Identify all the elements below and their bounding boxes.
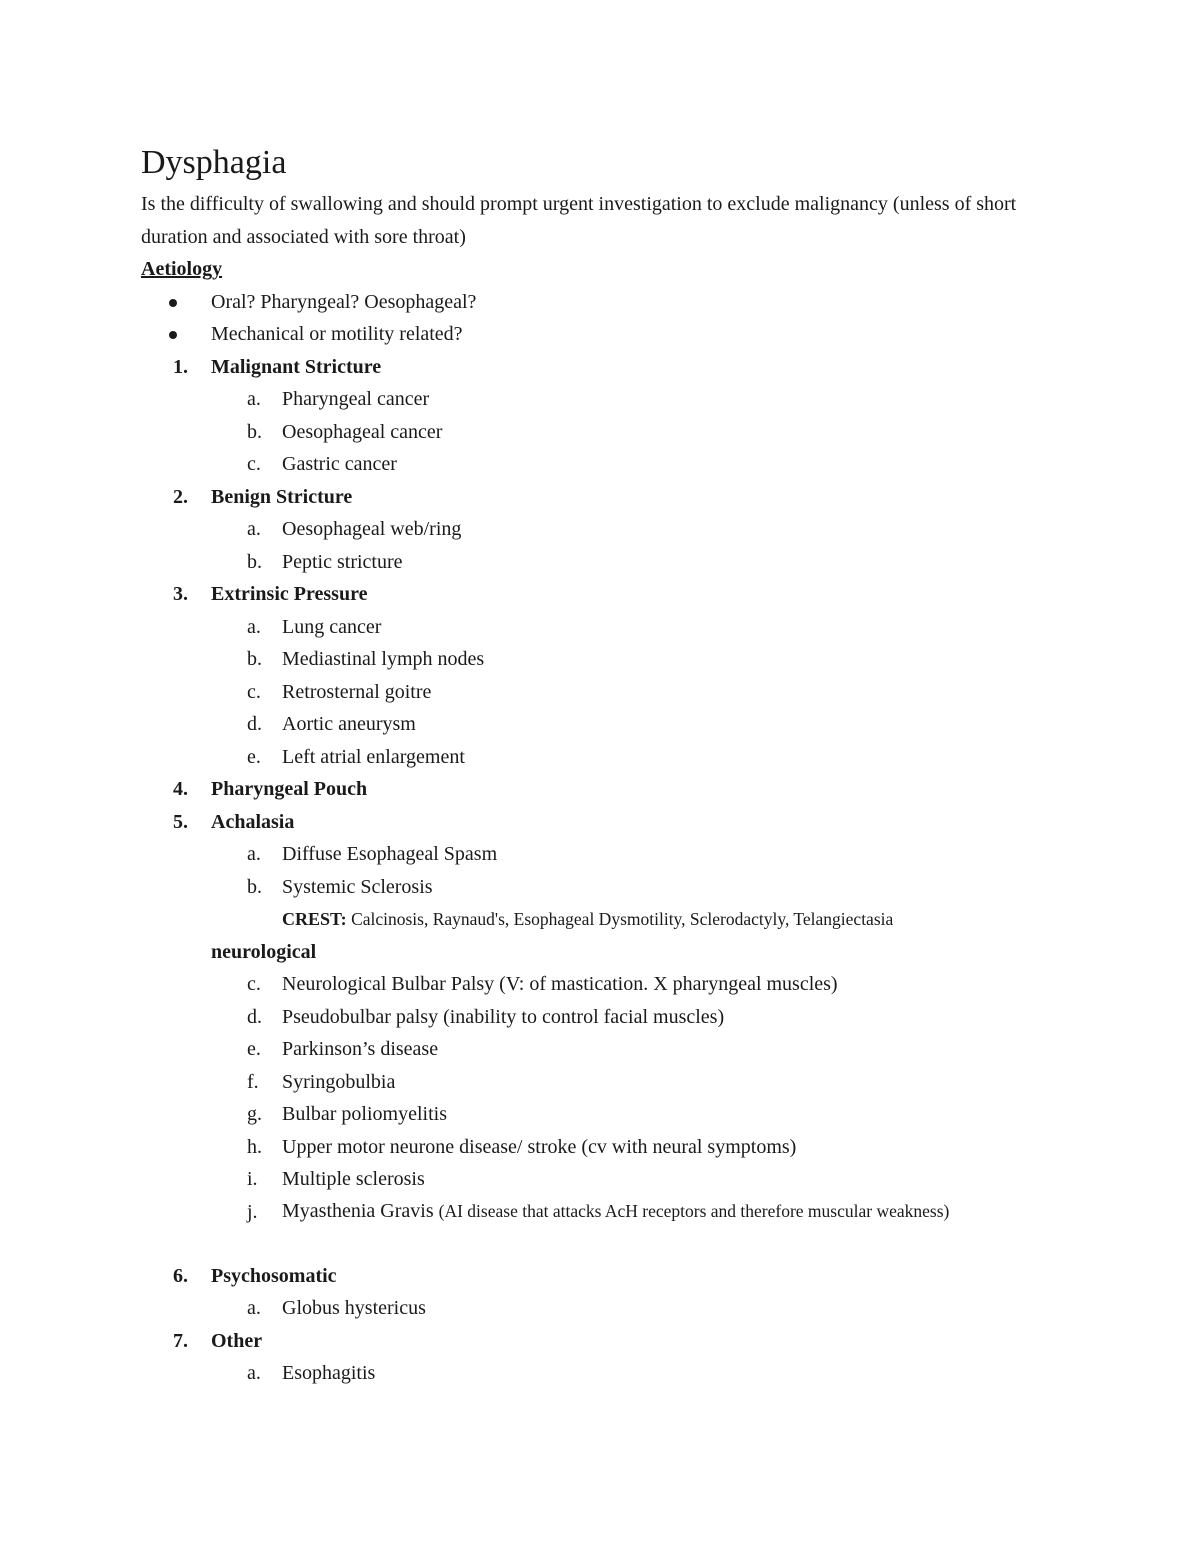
section-psychosomatic [141, 1260, 1081, 1293]
section-title: Pharyngeal Pouch [211, 778, 368, 800]
list-item [141, 546, 1081, 579]
section-number: 2. [173, 485, 188, 508]
list-item [141, 676, 1081, 709]
list-item [141, 448, 1081, 481]
item-text: Retrosternal goitre [282, 680, 432, 703]
item-marker: a. [247, 843, 261, 865]
item-text: Diffuse Esophageal Spasm [282, 843, 498, 865]
section-other [141, 1325, 1081, 1358]
item-text: Esophagitis [282, 1362, 376, 1384]
bullet-text: Oral? Pharyngeal? Oesophageal? [211, 290, 477, 313]
bullet-item [141, 318, 1081, 351]
section-number: 7. [173, 1329, 188, 1352]
neurological-heading-text: neurological [211, 940, 317, 963]
list-item [141, 1098, 1081, 1131]
item-text: Aortic aneurysm [282, 713, 416, 735]
item-text: Pharyngeal cancer [282, 388, 430, 410]
section-title: Psychosomatic [211, 1264, 337, 1287]
list-item [141, 871, 1081, 904]
list-item [141, 513, 1081, 546]
item-marker: a. [247, 615, 261, 638]
crest-note-text [282, 903, 893, 936]
section-number: 4. [173, 778, 188, 800]
neurological-heading [141, 936, 1081, 969]
list-item [141, 1357, 1081, 1390]
item-text: Oesophageal cancer [282, 420, 443, 443]
bullet-item [141, 286, 1081, 319]
intro-paragraph: Is the difficulty of swallowing and should prompt urgent investigation to exclude malignancy (unless of short duration and associated with sore throat) [141, 193, 1017, 248]
list-item [141, 741, 1081, 774]
item-text: Lung cancer [282, 615, 382, 638]
mg-main-text: Myasthenia Gravis [282, 1199, 439, 1222]
list-item [141, 1033, 1081, 1066]
item-text: Multiple sclerosis [282, 1168, 425, 1190]
list-item [141, 1066, 1081, 1099]
item-marker: j. [247, 1200, 258, 1223]
section-title: Benign Stricture [211, 485, 353, 508]
item-text: Bulbar poliomyelitis [282, 1103, 447, 1125]
list-item [141, 1001, 1081, 1034]
section-title: Other [211, 1329, 263, 1352]
item-text: Neurological Bulbar Palsy (V: of mastication. X pharyngeal muscles) [282, 973, 838, 995]
item-marker: a. [247, 518, 261, 540]
item-text: Parkinson’s disease [282, 1038, 439, 1060]
list-item [141, 1196, 1081, 1260]
item-marker: e. [247, 745, 261, 768]
item-text: Syringobulbia [282, 1070, 396, 1093]
section-achalasia [141, 806, 1081, 839]
item-marker: c. [247, 973, 261, 995]
document-page [141, 140, 1081, 1390]
item-text: Peptic stricture [282, 550, 403, 573]
item-text: Gastric cancer [282, 453, 397, 475]
item-text: Globus hystericus [282, 1297, 426, 1319]
item-text: Pseudobulbar palsy (inability to control facial muscles) [282, 1005, 725, 1028]
item-text: Systemic Sclerosis [282, 875, 433, 898]
list-item [141, 643, 1081, 676]
section-title: Achalasia [211, 810, 295, 833]
item-marker: b. [247, 875, 262, 898]
item-marker: b. [247, 648, 262, 670]
section-malignant-stricture [141, 351, 1081, 384]
crest-label: CREST: [282, 909, 347, 929]
item-marker: b. [247, 550, 262, 573]
section-number: 6. [173, 1264, 188, 1287]
item-text: Mediastinal lymph nodes [282, 648, 485, 670]
bullet-dot-icon [169, 331, 177, 339]
item-marker: g. [247, 1103, 262, 1125]
crest-description: Calcinosis, Raynaud's, Esophageal Dysmotility, Sclerodactyly, Telangiectasia [346, 909, 894, 929]
bullet-text: Mechanical or motility related? [211, 323, 463, 345]
section-number: 3. [173, 583, 188, 605]
section-title: Extrinsic Pressure [211, 583, 368, 605]
section-extrinsic-pressure [141, 578, 1081, 611]
list-item [141, 1163, 1081, 1196]
item-marker: b. [247, 420, 262, 443]
crest-note [141, 903, 1081, 936]
item-marker: a. [247, 1297, 261, 1319]
document-title: Dysphagia [141, 144, 287, 181]
list-item [141, 611, 1081, 644]
item-marker: i. [247, 1168, 258, 1190]
item-text [282, 1196, 1002, 1227]
mg-detail-text: (AI disease that attacks AcH receptors and therefore muscular weakness) [438, 1200, 950, 1221]
list-item [141, 708, 1081, 741]
item-marker: h. [247, 1135, 262, 1158]
section-benign-stricture [141, 481, 1081, 514]
item-marker: d. [247, 1005, 262, 1028]
item-marker: d. [247, 713, 262, 735]
item-marker: a. [247, 388, 261, 410]
section-title: Malignant Stricture [211, 355, 382, 378]
list-item [141, 383, 1081, 416]
section-pharyngeal-pouch [141, 773, 1081, 806]
list-item [141, 1131, 1081, 1164]
item-marker: a. [247, 1362, 261, 1384]
list-item [141, 416, 1081, 449]
aetiology-heading [141, 253, 1081, 286]
section-number: 1. [173, 355, 188, 378]
item-marker: c. [247, 680, 261, 703]
aetiology-heading-text: Aetiology [141, 258, 223, 280]
item-marker: f. [247, 1070, 259, 1093]
section-number: 5. [173, 810, 188, 833]
bullet-dot-icon [169, 299, 177, 307]
item-text: Left atrial enlargement [282, 745, 465, 768]
item-marker: c. [247, 453, 261, 475]
item-marker: e. [247, 1038, 261, 1060]
item-text: Upper motor neurone disease/ stroke (cv with neural symptoms) [282, 1135, 797, 1158]
list-item [141, 1292, 1081, 1325]
list-item [141, 968, 1081, 1001]
list-item [141, 838, 1081, 871]
item-text: Oesophageal web/ring [282, 518, 462, 540]
